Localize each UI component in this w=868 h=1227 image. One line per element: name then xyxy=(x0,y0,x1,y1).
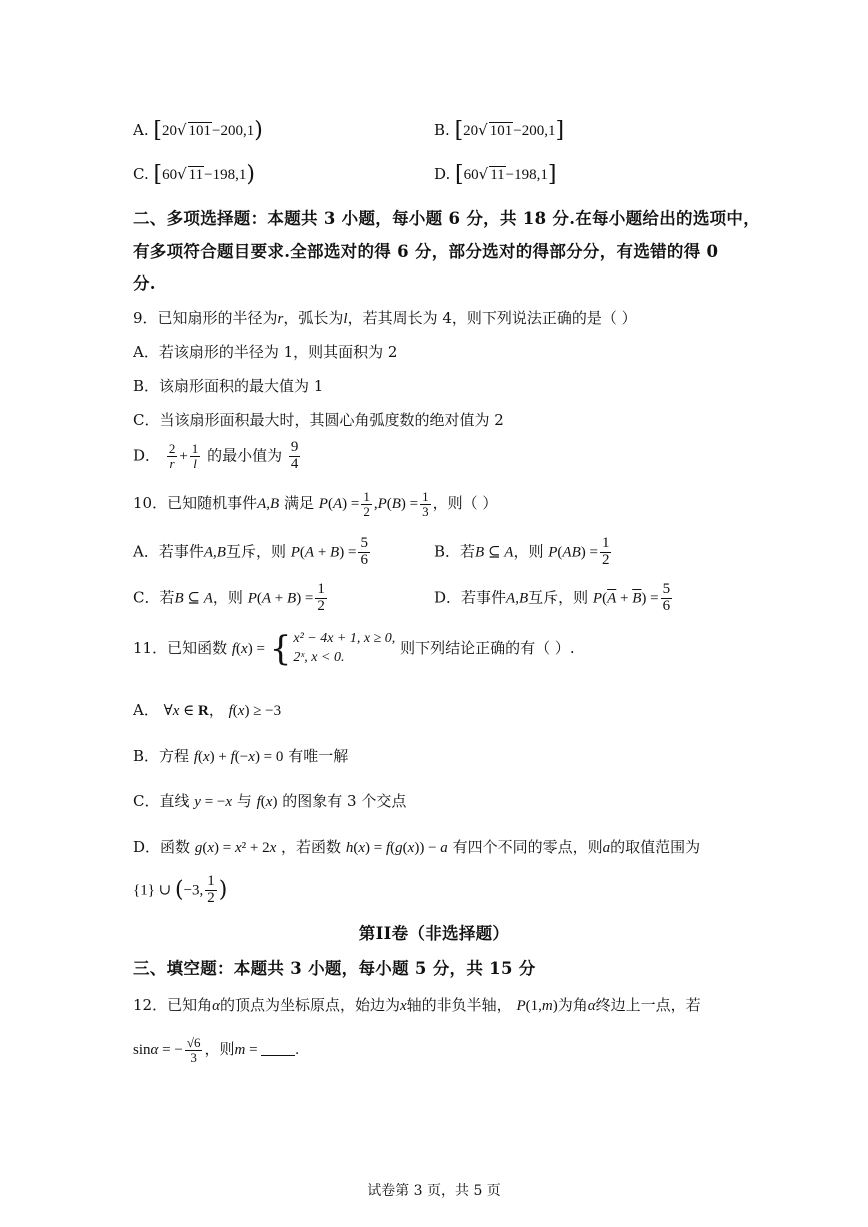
section2-line2: 有多项符合题目要求.全部选对的得 6 分，部分选对的得部分分，有选错的得 0 xyxy=(133,242,719,261)
q11-stem: 11．已知函数 f(x) = { x² − 4x + 1, x ≥ 0, 2ˣ, x < 0. 则下列结论正确的有（ ）. xyxy=(133,628,575,669)
q11-option-d: D．函数 g(x) = x² + 2x ，若函数 h(x) = f(g(x)) − a 有四个不同的零点，则a的取值范围为 xyxy=(133,838,701,856)
answer-blank[interactable] xyxy=(261,1041,295,1056)
q10-option-d: D．若事件A,B互斥，则 $P(\overline{A} + \overline{B})$ = $\frac{5}{6}$ xyxy=(434,581,671,614)
q11-option-c: C．直线 y = −x 与 f(x) 的图象有 3 个交点 xyxy=(133,792,407,810)
q9-option-d: D． $\frac{2}{r}$ + $\frac{1}{l}$ 的最小值为 $\frac{9}{4}$ xyxy=(133,439,299,472)
part2-title: 第II卷（非选择题） xyxy=(358,924,510,943)
q9-option-a: A．若该扇形的半径为 1，则其面积为 2 xyxy=(133,343,398,361)
q8-option-b: B. [20√ 101−200,1] xyxy=(434,118,565,143)
q10-option-a: A．若事件A,B互斥，则 P(A + B) = $\frac{5}{6}$ xyxy=(133,535,368,568)
q11-option-a: A． ∀x ∈ R， f(x) ≥ −3 xyxy=(133,701,282,719)
section2-line1: 二、多项选择题：本题共 3 小题，每小题 6 分，共 18 分.在每小题给出的选项中， xyxy=(133,209,761,228)
q9-stem: 9．已知扇形的半径为r，弧长为l，若其周长为 4，则下列说法正确的是（ ） xyxy=(133,309,637,327)
q10-option-c: C．若B ⊆ A，则 P(A + B) = $\frac{1}{2}$ xyxy=(133,581,325,614)
q9-option-b: B．该扇形面积的最大值为 1 xyxy=(133,377,324,395)
q8-option-d: D. [60√ 11−198,1] xyxy=(434,162,557,187)
section2-line3: 分. xyxy=(133,274,156,293)
q9-option-c: C．当该扇形面积最大时，其圆心角弧度数的绝对值为 2 xyxy=(133,411,504,429)
piecewise-function: { x² − 4x + 1, x ≥ 0, 2ˣ, x < 0. xyxy=(269,628,396,669)
q11-option-d-range: {1} ∪ (−3, $\frac{1}{2}$ ) xyxy=(133,873,228,906)
page-footer: 试卷第 3 页，共 5 页 xyxy=(367,1183,501,1199)
section3-header: 三、填空题：本题共 3 小题，每小题 5 分，共 15 分 xyxy=(133,959,536,978)
q12-stem: 12．已知角α的顶点为坐标原点，始边为x轴的非负半轴， P(1,m)为角α终边上一点，若 xyxy=(133,996,701,1014)
q10-stem: 10．已知随机事件A,B 满足 P(A) = $\frac{1}{2}$ ,P(B) = $\frac{1}{3}$ ，则（ ） xyxy=(133,489,498,519)
q8-option-a: A. [20√ 101−200,1) xyxy=(133,118,263,143)
q10-option-b: B．若B ⊆ A，则 P(AB) = $\frac{1}{2}$ xyxy=(434,535,610,568)
q12-line2: sinα = − $\frac{√6}{3}$ ，则m = . xyxy=(133,1035,300,1065)
q11-option-b: B．方程 f(x) + f(−x) = 0 有唯一解 xyxy=(133,747,349,765)
q8-option-c: C. [60√ 11−198,1) xyxy=(133,162,255,187)
